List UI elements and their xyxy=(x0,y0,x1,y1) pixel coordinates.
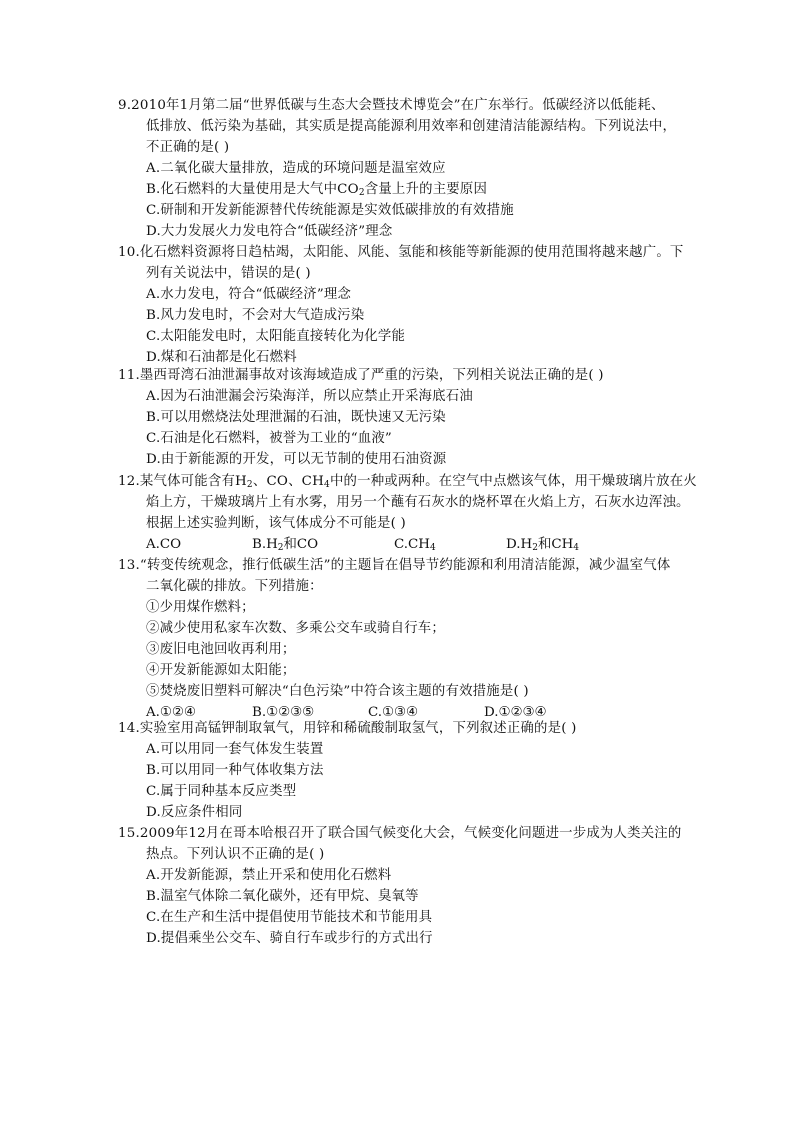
question-9 xyxy=(118,95,708,242)
question-stem-line: 12.某气体可能含有$H_2$、CO、$CH_4$中的一种或两种。在空气中点燃该气体，用干燥玻璃片放在火 xyxy=(118,474,697,490)
option-c: C.①③④ xyxy=(368,705,419,720)
measure-item: ①少用煤作燃料； xyxy=(146,600,255,615)
option-b: B.可以用燃烧法处理泄漏的石油，既快速又无污染 xyxy=(146,410,446,425)
option-d: $D.H_2$和$CH_4$ xyxy=(506,537,579,553)
measure-item: ③废旧电池回收再利用； xyxy=(146,642,296,657)
option-c: C.在生产和生活中提倡使用节能技术和节能用具 xyxy=(146,910,433,925)
question-15 xyxy=(118,823,708,949)
question-13 xyxy=(118,555,708,723)
option-d: D.煤和石油都是化石燃料 xyxy=(146,350,297,365)
options-row xyxy=(118,534,708,555)
measure-item: ②减少使用私家车次数、多乘公交车或骑自行车； xyxy=(146,621,445,636)
option-a: A.可以用同一套气体发生装置 xyxy=(146,742,324,757)
option-a: A.二氧化碳大量排放，造成的环境问题是温室效应 xyxy=(146,161,446,176)
question-stem-line: 9.2010年1月第二届“世界低碳与生态大会暨技术博览会”在广东举行。低碳经济以低能耗、 xyxy=(118,98,665,113)
question-12 xyxy=(118,471,708,555)
option-d: D.由于新能源的开发，可以无节制的使用石油资源 xyxy=(146,452,447,467)
option-b: B.可以用同一种气体收集方法 xyxy=(146,763,324,778)
question-stem-line: 热点。下列认识不正确的是( ) xyxy=(146,847,325,862)
question-stem-line: 焰上方，干燥玻璃片上有水雾，用另一个蘸有石灰水的烧杯罩在火焰上方，石灰水边浑浊。 xyxy=(146,495,690,510)
question-stem-line: 根据上述实验判断，该气体成分不可能是( ) xyxy=(146,516,406,531)
question-stem-line: 13.“转变传统观念，推行低碳生活”的主题旨在倡导节约能源和利用清洁能源，减少温室气体 xyxy=(118,558,671,573)
option-a: A.因为石油泄漏会污染海洋，所以应禁止开采海底石油 xyxy=(146,389,473,404)
option-b: B.化石燃料的大量使用是大气中$CO_2$含量上升的主要原因 xyxy=(146,182,488,198)
option-b: B.风力发电时，不会对大气造成污染 xyxy=(146,308,365,323)
measure-item: ⑤焚烧废旧塑料可解决“白色污染”中符合该主题的有效措施是( ) xyxy=(146,684,529,699)
question-10 xyxy=(118,242,708,368)
option-b: $B.H_2$和CO xyxy=(252,537,319,553)
option-a: A.水力发电，符合“低碳经济”理念 xyxy=(146,287,352,302)
question-14 xyxy=(118,718,708,823)
question-stem-line: 15.2009年12月在哥本哈根召开了联合国气候变化大会，气候变化问题进一步成为人类关注的 xyxy=(118,826,682,841)
option-a: A.CO xyxy=(146,537,182,552)
option-c: C.属于同种基本反应类型 xyxy=(146,784,297,799)
option-a: A.①②④ xyxy=(146,705,196,720)
option-a: A.开发新能源，禁止开采和使用化石燃料 xyxy=(146,868,392,883)
option-b: B.①②③⑤ xyxy=(252,705,315,720)
option-c: $C.CH_4$ xyxy=(394,537,436,553)
option-d: D.大力发展火力发电符合“低碳经济”理念 xyxy=(146,224,393,239)
question-stem-line: 11.墨西哥湾石油泄漏事故对该海域造成了严重的污染，下列相关说法正确的是( ) xyxy=(118,368,604,383)
question-stem-line: 14.实验室用高锰钾制取氧气，用锌和稀硫酸制取氢气，下列叙述正确的是( ) xyxy=(118,721,577,736)
measure-item: ④开发新能源如太阳能； xyxy=(146,663,296,678)
option-c: C.太阳能发电时，太阳能直接转化为化学能 xyxy=(146,329,406,344)
question-stem-line: 低排放、低污染为基础，其实质是提高能源利用效率和创建清洁能源结构。下列说法中， xyxy=(146,119,677,134)
option-b: B.温室气体除二氧化碳外，还有甲烷、臭氧等 xyxy=(146,889,419,904)
question-stem-line: 列有关说法中，错误的是( ) xyxy=(146,266,311,281)
option-d: D.①②③④ xyxy=(484,705,547,720)
question-stem-line: 10.化石燃料资源将日趋枯竭，太阳能、风能、氢能和核能等新能源的使用范围将越来越广。下 xyxy=(118,245,684,260)
option-d: D.提倡乘坐公交车、骑自行车或步行的方式出行 xyxy=(146,931,433,946)
question-stem-line: 二氧化碳的排放。下列措施： xyxy=(146,579,323,594)
question-stem-line: 不正确的是( ) xyxy=(146,140,230,155)
option-c: C.石油是化石燃料，被誉为工业的“血液” xyxy=(146,431,392,446)
option-c: C.研制和开发新能源替代传统能源是实效低碳排放的有效措施 xyxy=(146,203,514,218)
question-11 xyxy=(118,365,708,470)
option-d: D.反应条件相同 xyxy=(146,805,243,820)
